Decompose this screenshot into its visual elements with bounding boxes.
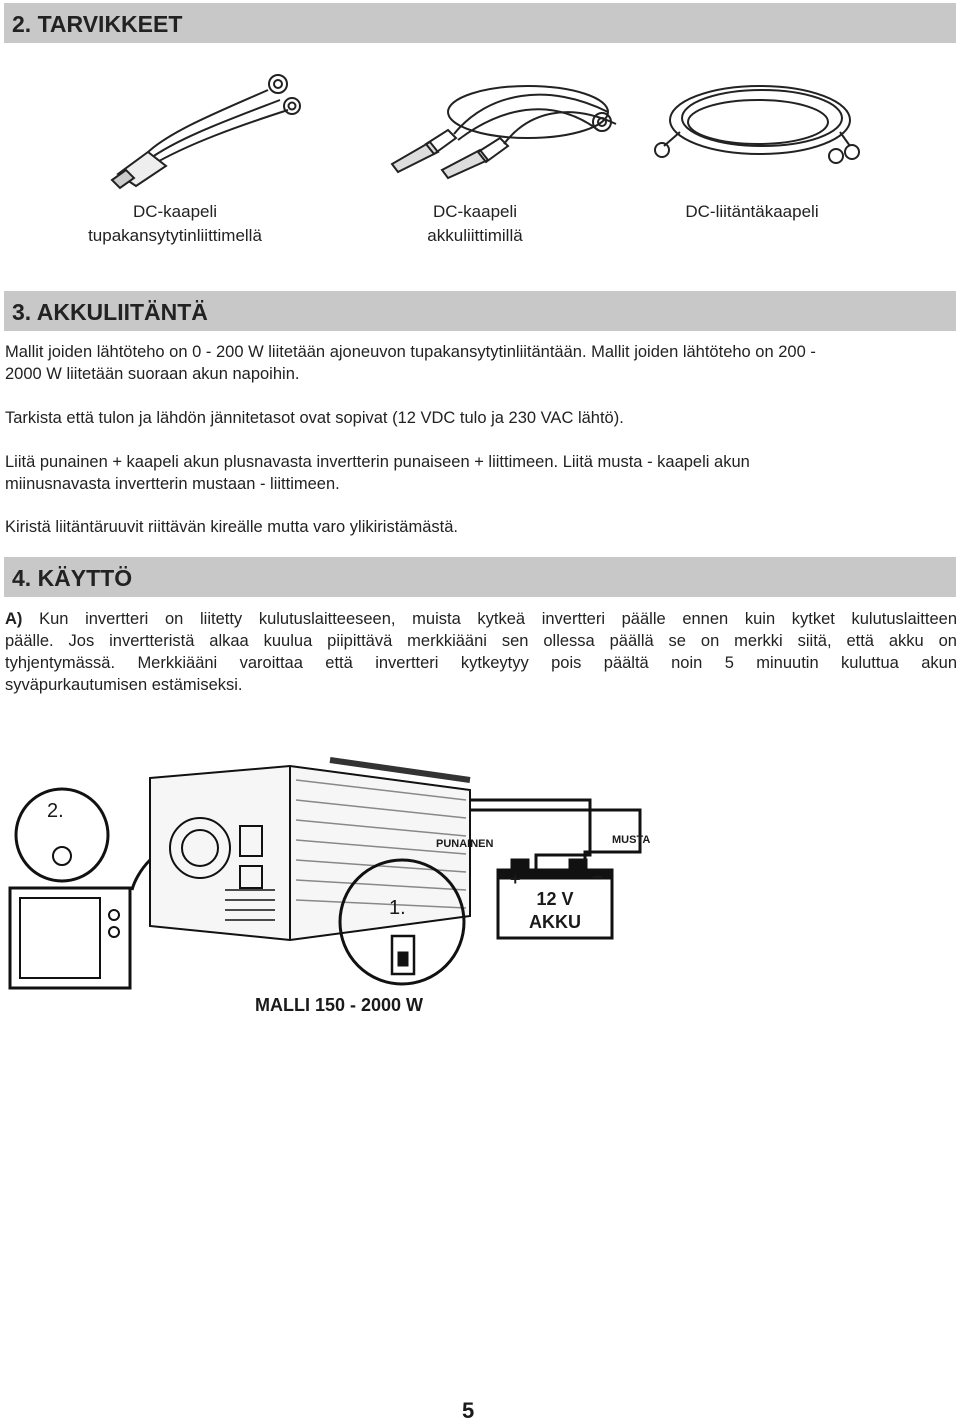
text-line <box>5 608 957 630</box>
text-line: Tarkista että tulon ja lähdön jännitetasot ovat sopivat (12 VDC tulo ja 230 VAC lähtö). <box>5 409 624 427</box>
paragraph-label: A) <box>5 610 23 628</box>
item-caption-battery-cable <box>370 200 580 248</box>
battery-voltage: 12 V <box>536 889 574 909</box>
page-number: 5 <box>462 1398 475 1423</box>
connection-diagram <box>0 740 960 1000</box>
caption-line: DC-kaapeli <box>132 202 218 221</box>
text-line: 2000 W liitetään suoraan akun napoihin. <box>5 365 300 383</box>
text-line: Liitä punainen + kaapeli akun plusnavasta invertterin punaiseen + liittimeen. Liitä musta - kaapeli akun <box>5 453 750 471</box>
step-2-label: 2. <box>47 800 64 822</box>
item-caption-cigarette-cable <box>60 200 290 248</box>
usage-paragraph <box>5 608 957 696</box>
caption-line: akkuliittimillä <box>427 226 523 245</box>
battery-name: AKKU <box>529 912 581 932</box>
step-1-label: 1. <box>389 897 406 919</box>
paragraph <box>5 407 957 429</box>
model-caption: MALLI 150 - 2000 W <box>255 995 424 1015</box>
text-line: tyhjentymässä. Merkkiääni varoittaa että invertteri kytkeytyy pois päältä noin 5 minuutin kuluttua akun <box>5 654 957 672</box>
text-line: miinusnavasta invertterin mustaan - liittimeen. <box>5 475 340 493</box>
paragraph <box>5 451 957 495</box>
section-heading-band <box>4 557 956 597</box>
text-line: päälle. Jos invertteristä alkaa kuulua piipittävä merkkiääni sen ollessa päällä se on merkki siitä, että akku on <box>5 632 957 650</box>
positive-wire-label: PUNAINEN <box>436 838 494 850</box>
text-span: Kun invertteri on liitetty kulutuslaitteeseen, muista kytkeä invertteri päälle ennen kuin kytket kulutuslaitteen <box>39 610 957 628</box>
battery-plus-symbol: + <box>510 869 521 889</box>
caption-line: DC-kaapeli <box>432 202 518 221</box>
television-icon <box>10 888 130 988</box>
section-2-heading: 2. TARVIKKEET <box>12 11 183 37</box>
paragraph <box>5 341 957 385</box>
battery-clip-cable-image <box>378 72 628 182</box>
section-3-heading: 3. AKKULIITÄNTÄ <box>12 299 208 325</box>
paragraph <box>5 516 957 538</box>
text-line: Mallit joiden lähtöteho on 0 - 200 W liitetään ajoneuvon tupakansytytinliitäntään. Mallit joiden lähtöteho on 200 - <box>5 343 816 361</box>
dc-connection-cable-image <box>650 72 870 172</box>
section-heading-band <box>4 291 956 331</box>
text-line: syväpurkautumisen estämiseksi. <box>5 676 243 694</box>
negative-wire-label: MUSTA <box>612 834 651 846</box>
caption-line: tupakansytytinliittimellä <box>88 226 262 245</box>
item-caption-dc-cable <box>652 200 852 224</box>
section-heading-band <box>4 3 956 43</box>
inverter-drawing <box>132 760 470 940</box>
section-4-heading: 4. KÄYTTÖ <box>12 565 133 591</box>
caption-line: DC-liitäntäkaapeli <box>685 202 819 221</box>
cigarette-lighter-cable-image <box>108 62 308 192</box>
battery-label <box>520 888 590 934</box>
battery-minus-symbol: − <box>592 867 603 887</box>
text-line: Kiristä liitäntäruuvit riittävän kireälle mutta varo ylikiristämästä. <box>5 518 458 536</box>
